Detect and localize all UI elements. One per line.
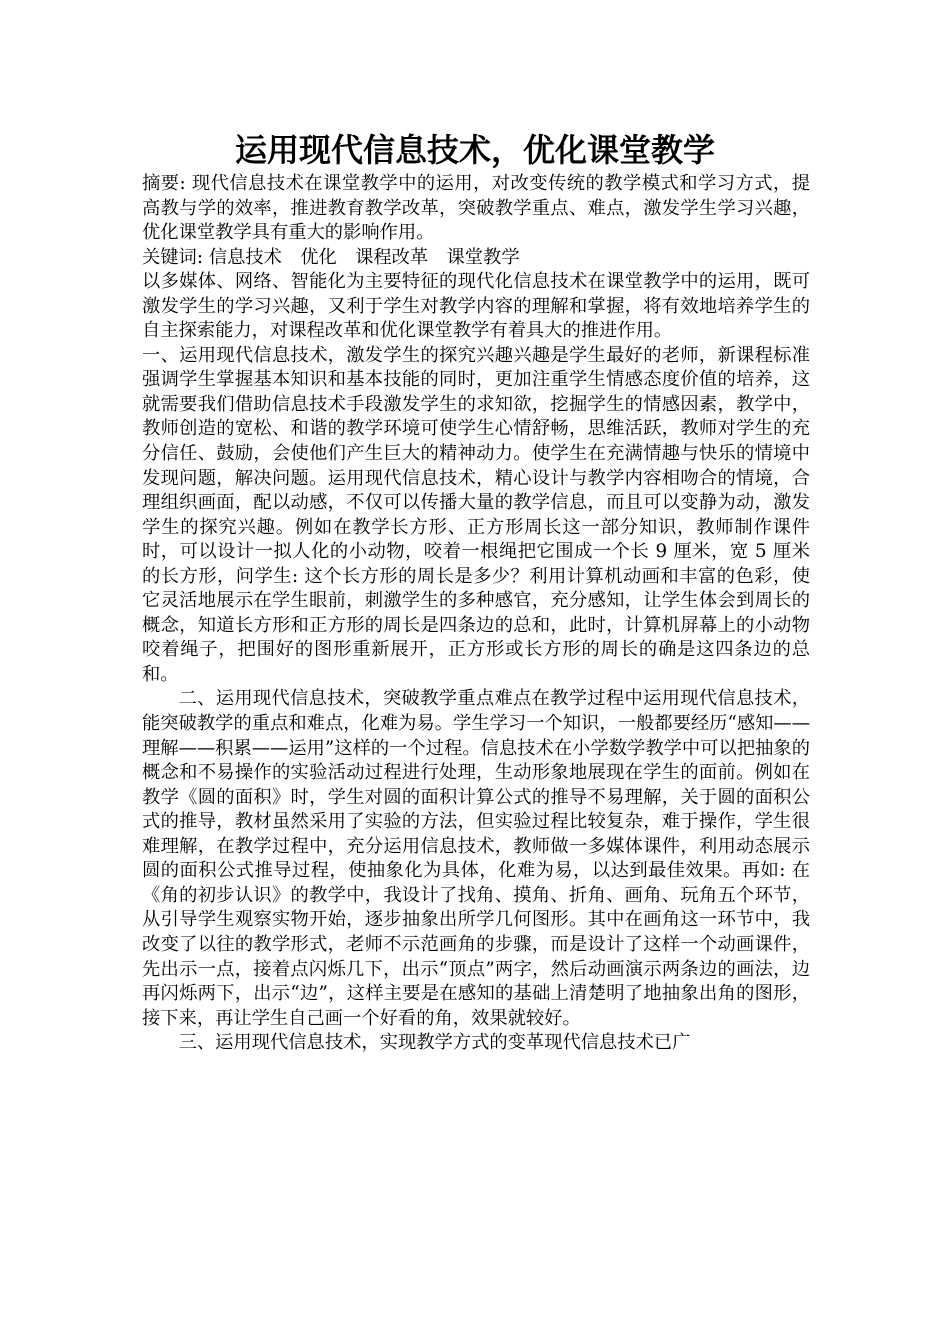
- abstract-paragraph: 摘要: 现代信息技术在课堂教学中的运用，对改变传统的教学模式和学习方式，提高教与学的效率，推进教育教学改革，突破教学重点、难点，激发学生学习兴趣，优化课堂教学具有重大的影响作用。: [142, 173, 810, 244]
- intro-paragraph: 以多媒体、网络、智能化为主要特征的现代化信息技术在课堂教学中的运用，既可激发学生的学习兴趣，又利于学生对教学内容的理解和掌握，将有效地培养学生的自主探索能力，对课程改革和优化课堂教学有着具大的推进作用。: [142, 271, 810, 342]
- section-3-paragraph: 三、运用现代信息技术，实现教学方式的变革现代信息技术已广: [178, 1032, 691, 1054]
- keywords-line: 关键词: 信息技术 优化 课程改革 课堂教学: [142, 246, 520, 268]
- document-body: [142, 172, 810, 1056]
- document-title: 运用现代信息技术，优化课堂教学: [234, 131, 715, 169]
- section-1-paragraph: 一、运用现代信息技术，激发学生的探究兴趣兴趣是学生最好的老师，新课程标准强调学生掌握基本知识和基本技能的同时，更加注重学生情感态度价值的培养，这就需要我们借助信息技术手段激发学生的求知欲，挖掘学生的情感因素，教学中，教师创造的宽松、和谐的教学环境可使学生心情舒畅，思维活跃，教师对学生的充分信任、鼓励，会使他们产生巨大的精神动力。使学生在充满情趣与快乐的情境中发现问题，解决问题。运用现代信息技术，精心设计与教学内容相吻合的情境，合理组织画面，配以动感，不仅可以传播大量的教学信息，而且可以变静为动，激发学生的探究兴趣。例如在教学长方形、正方形周长这一部分知识，教师制作课件时，可以设计一拟人化的小动物，咬着一根绳把它围成一个长 9 厘米，宽 5 厘米的长方形，问学生: 这个长方形的周长是多少？利用计算机动画和丰富的色彩，使它灵活地展示在学生眼前，刺激学生的多种感官，充分感知，让学生体会到周长的概念，知道长方形和正方形的周长是四条边的总和，此时，计算机屏幕上的小动物咬着绳子，把围好的图形重新展开，正方形或长方形的周长的确是这四条边的总和。: [142, 344, 810, 685]
- section-2-paragraph: 二、运用现代信息技术，突破教学重点难点在教学过程中运用现代信息技术，能突破教学的重点和难点，化难为易。学生学习一个知识，一般都要经历“感知——理解——积累——运用”这样的一个过程。信息技术在小学数学教学中可以把抽象的概念和不易操作的实验活动过程进行处理，生动形象地展现在学生的面前。例如在教学《圆的面积》时，学生对圆的面积计算公式的推导不易理解，关于圆的面积公式的推导，教材虽然采用了实验的方法，但实验过程比较复杂，难于操作，学生很难理解，在教学过程中，充分运用信息技术，教师做一多媒体课件，利用动态展示圆的面积公式推导过程，使抽象化为具体，化难为易，以达到最佳效果。再如: 在《角的初步认识》的教学中，我设计了找角、摸角、折角、画角、玩角五个环节，从引导学生观察实物开始，逐步抽象出所学几何图形。其中在画角这一环节中，我改变了以往的教学形式，老师不示范画角的步骤，而是设计了这样一个动画课件，先出示一点，接着点闪烁几下，出示“顶点”两字，然后动画演示两条边的画法，边再闪烁两下，出示“边”，这样主要是在感知的基础上清楚明了地抽象出角的图形，接下来，再让学生自己画一个好看的角，效果就较好。: [142, 688, 810, 1029]
